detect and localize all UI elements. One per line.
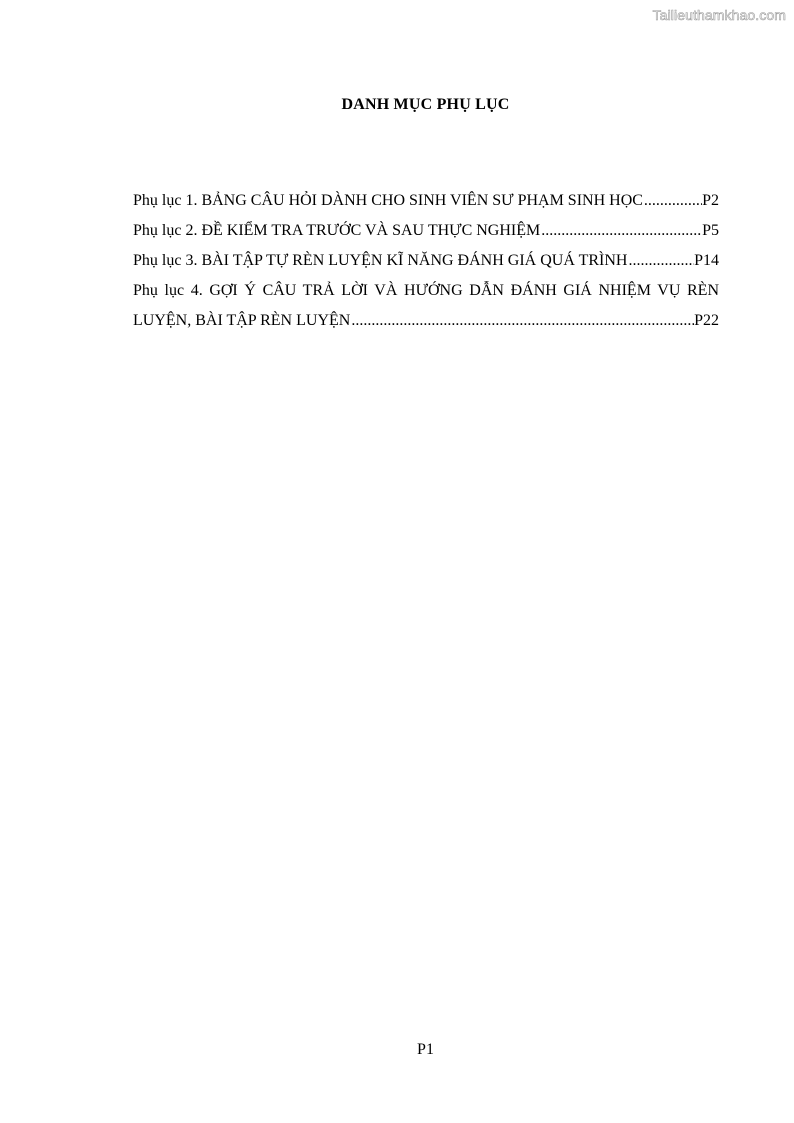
toc-entry-appendix-1[interactable] (133, 186, 719, 216)
toc-entry-label: Phụ lục 2. ĐỀ KIỂM TRA TRƯỚC VÀ SAU THỰC NGHIỆM (133, 222, 541, 239)
toc-entry-page: P14 (694, 252, 719, 269)
toc-entry-page: P22 (694, 312, 719, 329)
toc-leader-dots (540, 216, 702, 246)
toc-leader-dots (643, 186, 702, 216)
table-of-contents (133, 186, 719, 336)
toc-leader-dots (627, 246, 694, 276)
toc-entry-label: Phụ lục 1. BẢNG CÂU HỎI DÀNH CHO SINH VIÊN SƯ PHẠM SINH HỌC (133, 192, 643, 209)
toc-entry-appendix-3[interactable] (133, 246, 719, 276)
toc-entry-line-2 (133, 306, 719, 336)
toc-entry-page: P2 (702, 192, 719, 209)
page-title: DANH MỤC PHỤ LỤC (341, 96, 510, 113)
page-number: P1 (417, 1041, 434, 1058)
toc-entry-label-line-2: LUYỆN, BÀI TẬP RÈN LUYỆN (133, 312, 351, 329)
toc-entry-label: Phụ lục 3. BÀI TẬP TỰ RÈN LUYỆN KĨ NĂNG ĐÁNH GIÁ QUÁ TRÌNH (133, 252, 628, 269)
toc-entry-appendix-4[interactable] (133, 276, 719, 336)
toc-entry-appendix-2[interactable] (133, 216, 719, 246)
watermark: Tailieuthamkhao.com (652, 7, 786, 23)
toc-leader-dots (350, 306, 694, 336)
toc-entry-label-line-1: Phụ lục 4. GỢI Ý CÂU TRẢ LỜI VÀ HƯỚNG DẪN ĐÁNH GIÁ NHIỆM VỤ RÈN (133, 282, 719, 299)
toc-entry-page: P5 (702, 222, 719, 239)
